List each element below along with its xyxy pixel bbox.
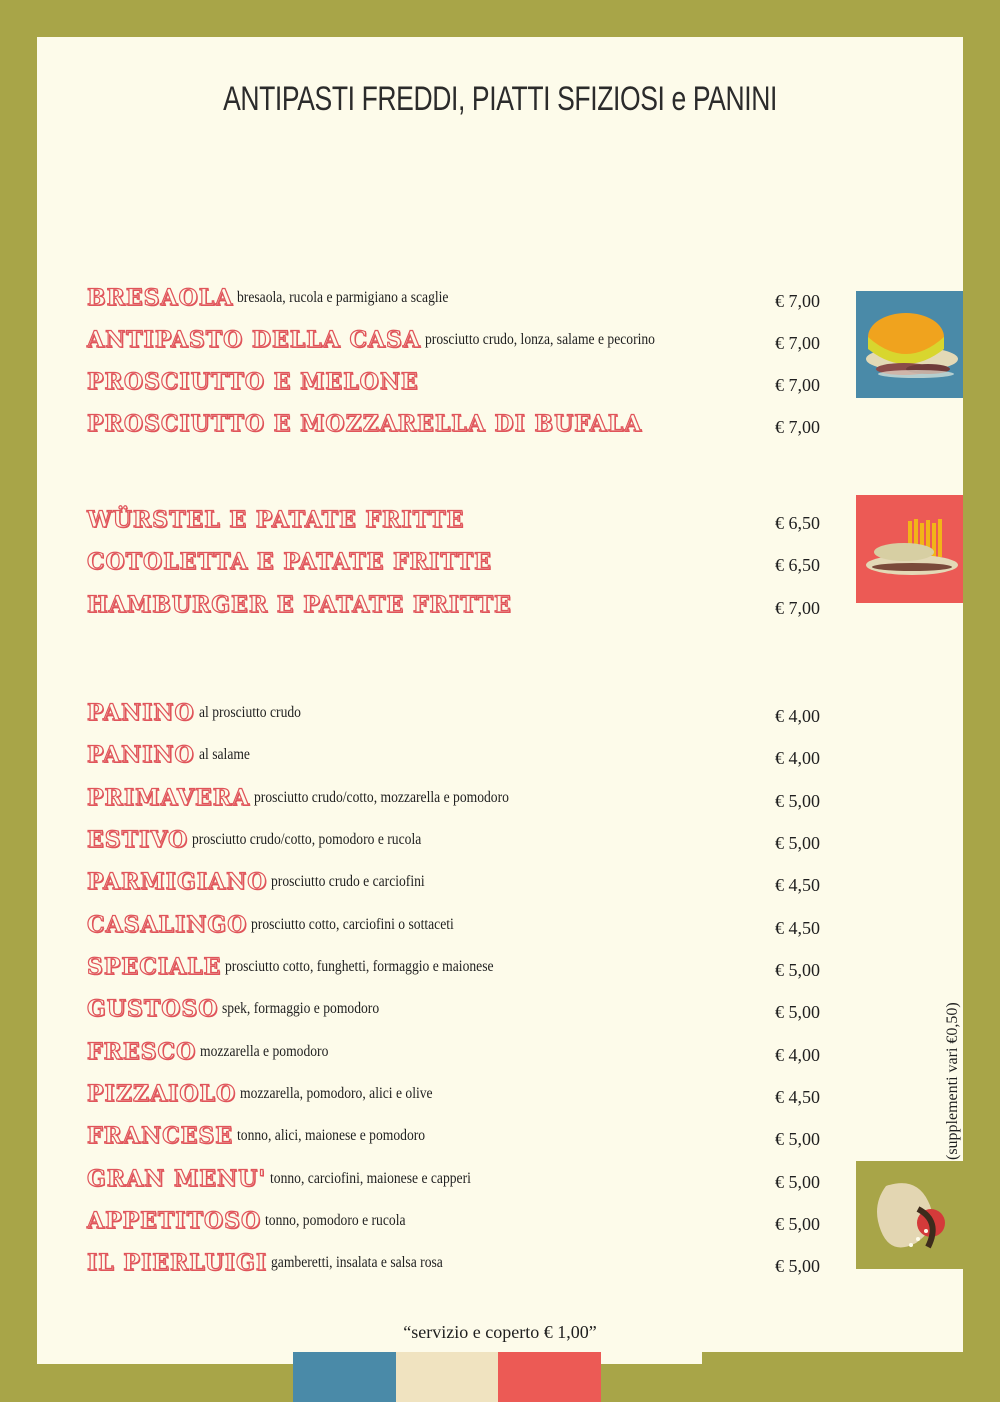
- item-description: prosciutto crudo, lonza, salame e pecorino: [424, 331, 655, 348]
- menu-item: [87, 549, 827, 585]
- menu-item: [87, 1250, 827, 1286]
- menu-item: [87, 1166, 827, 1202]
- item-name: COTOLETTA E PATATE FRITTE: [87, 549, 492, 575]
- item-price: € 6,50: [775, 555, 820, 575]
- item-name: HAMBURGER E PATATE FRITTE: [87, 592, 512, 618]
- menu-item: [87, 996, 827, 1032]
- item-price: € 4,00: [775, 748, 820, 768]
- item-price: € 7,00: [775, 598, 820, 618]
- item-price: € 4,50: [775, 875, 820, 895]
- fries-plate-icon: [856, 495, 963, 603]
- item-description: tonno, carciofini, maionese e capperi: [270, 1170, 471, 1187]
- cover-charge-note: “servizio e coperto € 1,00”: [403, 1322, 597, 1342]
- item-name: WÜRSTEL E PATATE FRITTE: [87, 507, 465, 533]
- menu-item: [87, 742, 827, 778]
- item-name: PRIMAVERA: [87, 785, 251, 811]
- item-description: gamberetti, insalata e salsa rosa: [271, 1254, 443, 1271]
- page-title: ANTIPASTI FREDDI, PIATTI SFIZIOSI e PANINI: [223, 80, 777, 118]
- item-description: bresaola, rucola e parmigiano a scaglie: [237, 289, 449, 306]
- item-price: € 4,50: [775, 1087, 820, 1107]
- item-description: prosciutto crudo/cotto, pomodoro e rucola: [192, 831, 422, 848]
- stripe-blue: [293, 1352, 396, 1402]
- menu-item: [87, 411, 827, 447]
- menu-item: [87, 285, 827, 321]
- item-name: PANINO: [87, 700, 195, 726]
- item-name: PARMIGIANO: [87, 869, 268, 895]
- burger-plate-icon: [856, 291, 963, 398]
- item-price: € 7,00: [775, 375, 820, 395]
- item-price: € 5,00: [775, 1002, 820, 1022]
- item-price: € 7,00: [775, 291, 820, 311]
- item-name: GUSTOSO: [87, 996, 219, 1022]
- item-description: mozzarella e pomodoro: [200, 1043, 329, 1060]
- item-name: GRAN MENU': [87, 1166, 267, 1192]
- item-price: € 6,50: [775, 513, 820, 533]
- item-description: prosciutto cotto, carciofini o sottaceti: [251, 916, 455, 933]
- item-description: prosciutto crudo e carciofini: [271, 873, 426, 890]
- item-name: PANINO: [87, 742, 195, 768]
- menu-item: [87, 1081, 827, 1117]
- item-name: PROSCIUTTO E MELONE: [87, 369, 419, 395]
- stripe-red: [498, 1352, 601, 1402]
- item-name: BRESAOLA: [87, 285, 234, 311]
- sandwich-tile: [856, 1161, 963, 1269]
- item-name: APPETITOSO: [87, 1208, 262, 1234]
- item-price: € 5,00: [775, 833, 820, 853]
- item-price: € 5,00: [775, 791, 820, 811]
- menu-item: [87, 785, 827, 821]
- item-price: € 5,00: [775, 960, 820, 980]
- sandwich-icon: [856, 1161, 963, 1269]
- menu-item: [87, 592, 827, 628]
- item-description: prosciutto crudo/cotto, mozzarella e pomodoro: [254, 789, 510, 806]
- menu-item: [87, 369, 827, 405]
- item-description: prosciutto cotto, funghetti, formaggio e maionese: [225, 958, 494, 975]
- item-price: € 4,00: [775, 1045, 820, 1065]
- item-price: € 5,00: [775, 1172, 820, 1192]
- menu-item: [87, 507, 827, 543]
- item-name: FRANCESE: [87, 1123, 234, 1149]
- item-price: € 5,00: [775, 1214, 820, 1234]
- item-name: PROSCIUTTO E MOZZARELLA DI BUFALA: [87, 411, 643, 437]
- fries-tile: [856, 495, 963, 603]
- menu-item: [87, 1039, 827, 1075]
- item-name: CASALINGO: [87, 912, 248, 938]
- burger-tile: [856, 291, 963, 398]
- menu-item: [87, 912, 827, 948]
- item-description: mozzarella, pomodoro, alici e olive: [240, 1085, 433, 1102]
- menu-item: [87, 869, 827, 905]
- item-price: € 4,50: [775, 918, 820, 938]
- item-price: € 4,00: [775, 706, 820, 726]
- item-name: IL PIERLUIGI: [87, 1250, 268, 1276]
- stripe-cream: [396, 1352, 499, 1402]
- item-description: al prosciutto crudo: [198, 704, 301, 721]
- menu-item: [87, 954, 827, 990]
- item-price: € 7,00: [775, 417, 820, 437]
- item-description: al salame: [198, 746, 250, 763]
- menu-item: [87, 700, 827, 736]
- menu-item: [87, 827, 827, 863]
- item-price: € 7,00: [775, 333, 820, 353]
- border-notch: [702, 1352, 963, 1366]
- item-price: € 5,00: [775, 1256, 820, 1276]
- item-name: ANTIPASTO DELLA CASA: [87, 327, 421, 353]
- item-description: tonno, alici, maionese e pomodoro: [237, 1127, 426, 1144]
- supplements-note: (supplementi vari €0,50): [944, 1002, 961, 1160]
- item-name: FRESCO: [87, 1039, 197, 1065]
- item-description: tonno, pomodoro e rucola: [265, 1212, 406, 1229]
- menu-item: [87, 1208, 827, 1244]
- item-name: ESTIVO: [87, 827, 189, 853]
- item-name: SPECIALE: [87, 954, 222, 980]
- menu-item: [87, 327, 827, 363]
- item-name: PIZZAIOLO: [87, 1081, 237, 1107]
- menu-item: [87, 1123, 827, 1159]
- item-price: € 5,00: [775, 1129, 820, 1149]
- item-description: spek, formaggio e pomodoro: [222, 1000, 380, 1017]
